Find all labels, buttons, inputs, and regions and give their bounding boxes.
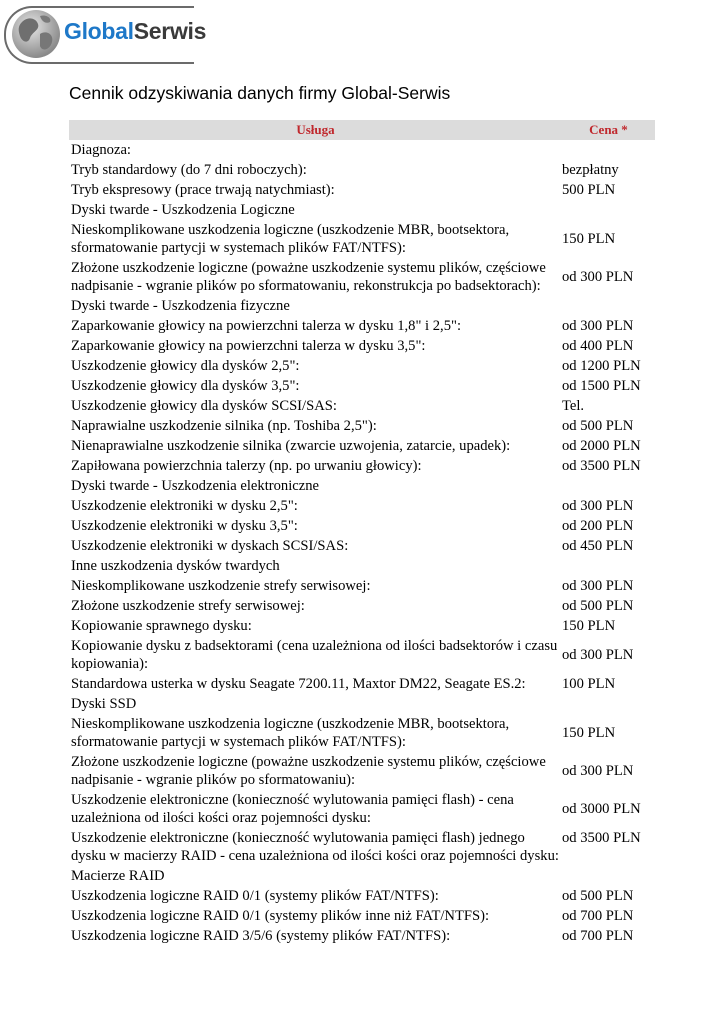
service-cell: Macierze RAID — [71, 868, 165, 884]
price-cell: od 300 PLN — [562, 763, 634, 779]
price-cell: 500 PLN — [562, 182, 616, 198]
price-table — [69, 120, 655, 946]
price-cell: 150 PLN — [562, 231, 616, 247]
price-cell: od 2000 PLN — [562, 438, 641, 454]
service-cell: Zaparkowanie głowicy na powierzchni talerza w dysku 1,8" i 2,5": — [71, 318, 462, 334]
service-cell: Uszkodzenie głowicy dla dysków 2,5": — [71, 358, 300, 374]
price-cell: od 1500 PLN — [562, 378, 641, 394]
service-cell: Uszkodzenia logiczne RAID 0/1 (systemy plików inne niż FAT/NTFS): — [71, 908, 490, 924]
table-row — [69, 376, 655, 396]
table-row — [69, 200, 655, 220]
service-cell: Nieskomplikowane uszkodzenie strefy serwisowej: — [71, 578, 371, 594]
table-row — [69, 336, 655, 356]
service-cell: Kopiowanie sprawnego dysku: — [71, 618, 252, 634]
table-row — [69, 476, 655, 496]
service-cell: Tryb standardowy (do 7 dni roboczych): — [71, 162, 307, 178]
service-cell: Uszkodzenie głowicy dla dysków 3,5": — [71, 378, 300, 394]
price-cell: od 200 PLN — [562, 518, 634, 534]
price-cell: od 300 PLN — [562, 498, 634, 514]
logo-text-global: Global — [64, 18, 134, 44]
service-cell: Zaparkowanie głowicy na powierzchni talerza w dysku 3,5": — [71, 338, 426, 354]
service-cell: Nienaprawialne uszkodzenie silnika (zwarcie uzwojenia, zatarcie, upadek): — [71, 438, 511, 454]
price-cell: od 3500 PLN — [562, 458, 641, 474]
price-cell — [562, 200, 655, 220]
table-row — [69, 694, 655, 714]
price-cell: od 300 PLN — [562, 318, 634, 334]
table-row — [69, 516, 655, 536]
service-cell: Kopiowanie dysku z badsektorami (cena uzależniona od ilości badsektorów i czasu kopiowania): — [71, 638, 558, 672]
service-cell: Inne uszkodzenia dysków twardych — [71, 558, 280, 574]
price-cell: od 400 PLN — [562, 338, 634, 354]
price-cell — [562, 694, 655, 714]
service-cell: Uszkodzenia logiczne RAID 3/5/6 (systemy plików FAT/NTFS): — [71, 928, 451, 944]
logo-wordmark — [64, 18, 206, 45]
table-row — [69, 160, 655, 180]
logo-text-serwis: Serwis — [133, 18, 207, 44]
service-cell: Uszkodzenie głowicy dla dysków SCSI/SAS: — [71, 398, 337, 414]
price-cell: od 300 PLN — [562, 269, 634, 285]
price-cell — [562, 140, 655, 160]
price-cell: od 300 PLN — [562, 578, 634, 594]
table-row — [69, 636, 655, 674]
service-cell: Złożone uszkodzenie strefy serwisowej: — [71, 598, 305, 614]
price-cell: od 500 PLN — [562, 418, 634, 434]
table-row — [69, 828, 655, 866]
service-cell: Dyski SSD — [71, 696, 137, 712]
table-row — [69, 556, 655, 576]
table-row — [69, 316, 655, 336]
table-row — [69, 616, 655, 636]
price-cell: od 700 PLN — [562, 928, 634, 944]
service-cell: Dyski twarde - Uszkodzenia elektroniczne — [71, 478, 319, 494]
price-cell: od 3500 PLN — [562, 830, 641, 846]
table-row — [69, 220, 655, 258]
service-cell: Złożone uszkodzenie logiczne (poważne uszkodzenie systemu plików, częściowe nadpisanie - wgranie plików po sformatowaniu): — [71, 754, 546, 788]
service-cell: Uszkodzenie elektroniki w dysku 2,5": — [71, 498, 298, 514]
table-row — [69, 496, 655, 516]
table-row — [69, 866, 655, 886]
table-row — [69, 180, 655, 200]
price-cell — [562, 296, 655, 316]
service-cell: Uszkodzenie elektroniczne (konieczność wylutowania pamięci flash) - cena uzależniona od ilości kości oraz pojemności dysku: — [71, 792, 514, 826]
table-row — [69, 714, 655, 752]
table-row — [69, 436, 655, 456]
table-row — [69, 886, 655, 906]
service-cell: Uszkodzenie elektroniczne (konieczność wylutowania pamięci flash) jednego dysku w macierzy RAID - cena uzależniona od ilości kości oraz pojemności dysku: — [71, 830, 559, 864]
table-row — [69, 752, 655, 790]
table-row — [69, 396, 655, 416]
service-cell: Nieskomplikowane uszkodzenia logiczne (uszkodzenie MBR, bootsektora, sformatowanie partycji w systemach plików FAT/NTFS): — [71, 716, 510, 750]
table-row — [69, 536, 655, 556]
price-cell — [562, 556, 655, 576]
service-cell: Nieskomplikowane uszkodzenia logiczne (uszkodzenie MBR, bootsektora, sformatowanie partycji w systemach plików FAT/NTFS): — [71, 222, 510, 256]
table-header-row — [69, 120, 655, 140]
price-cell: 150 PLN — [562, 618, 616, 634]
price-cell: Tel. — [562, 398, 585, 414]
price-cell: od 450 PLN — [562, 538, 634, 554]
header-service: Usługa — [69, 120, 562, 140]
price-cell — [562, 866, 655, 886]
table-row — [69, 576, 655, 596]
table-row — [69, 258, 655, 296]
table-body — [69, 140, 655, 946]
service-cell: Dyski twarde - Uszkodzenia Logiczne — [71, 202, 295, 218]
price-cell: 150 PLN — [562, 725, 616, 741]
price-cell: 100 PLN — [562, 676, 616, 692]
table-row — [69, 790, 655, 828]
service-cell: Naprawialne uszkodzenie silnika (np. Toshiba 2,5"): — [71, 418, 377, 434]
price-cell: od 700 PLN — [562, 908, 634, 924]
table-row — [69, 140, 655, 160]
table-row — [69, 416, 655, 436]
price-cell: od 300 PLN — [562, 647, 634, 663]
service-cell: Tryb ekspresowy (prace trwają natychmiast): — [71, 182, 335, 198]
table-row — [69, 456, 655, 476]
table-row — [69, 926, 655, 946]
price-cell — [562, 476, 655, 496]
page-title: Cennik odzyskiwania danych firmy Global-Serwis — [69, 83, 451, 103]
service-cell: Złożone uszkodzenie logiczne (poważne uszkodzenie systemu plików, częściowe nadpisanie - wgranie plików po sformatowaniu, rekonstrukcja po badsektorach): — [71, 260, 546, 294]
price-cell: od 500 PLN — [562, 888, 634, 904]
service-cell: Uszkodzenia logiczne RAID 0/1 (systemy plików FAT/NTFS): — [71, 888, 439, 904]
price-cell: od 500 PLN — [562, 598, 634, 614]
service-cell: Standardowa usterka w dysku Seagate 7200.11, Maxtor DM22, Seagate ES.2: — [71, 676, 526, 692]
service-cell: Uszkodzenie elektroniki w dysku 3,5": — [71, 518, 298, 534]
service-cell: Zapiłowana powierzchnia talerzy (np. po urwaniu głowicy): — [71, 458, 422, 474]
globe-icon — [10, 8, 68, 60]
service-cell: Uszkodzenie elektroniki w dyskach SCSI/SAS: — [71, 538, 349, 554]
table-row — [69, 674, 655, 694]
header-price: Cena * — [562, 120, 655, 140]
table-row — [69, 296, 655, 316]
price-cell: bezpłatny — [562, 162, 619, 178]
service-cell: Diagnoza: — [71, 142, 131, 158]
service-cell: Dyski twarde - Uszkodzenia fizyczne — [71, 298, 290, 314]
table-row — [69, 906, 655, 926]
table-row — [69, 356, 655, 376]
price-cell: od 3000 PLN — [562, 801, 641, 817]
table-row — [69, 596, 655, 616]
price-cell: od 1200 PLN — [562, 358, 641, 374]
